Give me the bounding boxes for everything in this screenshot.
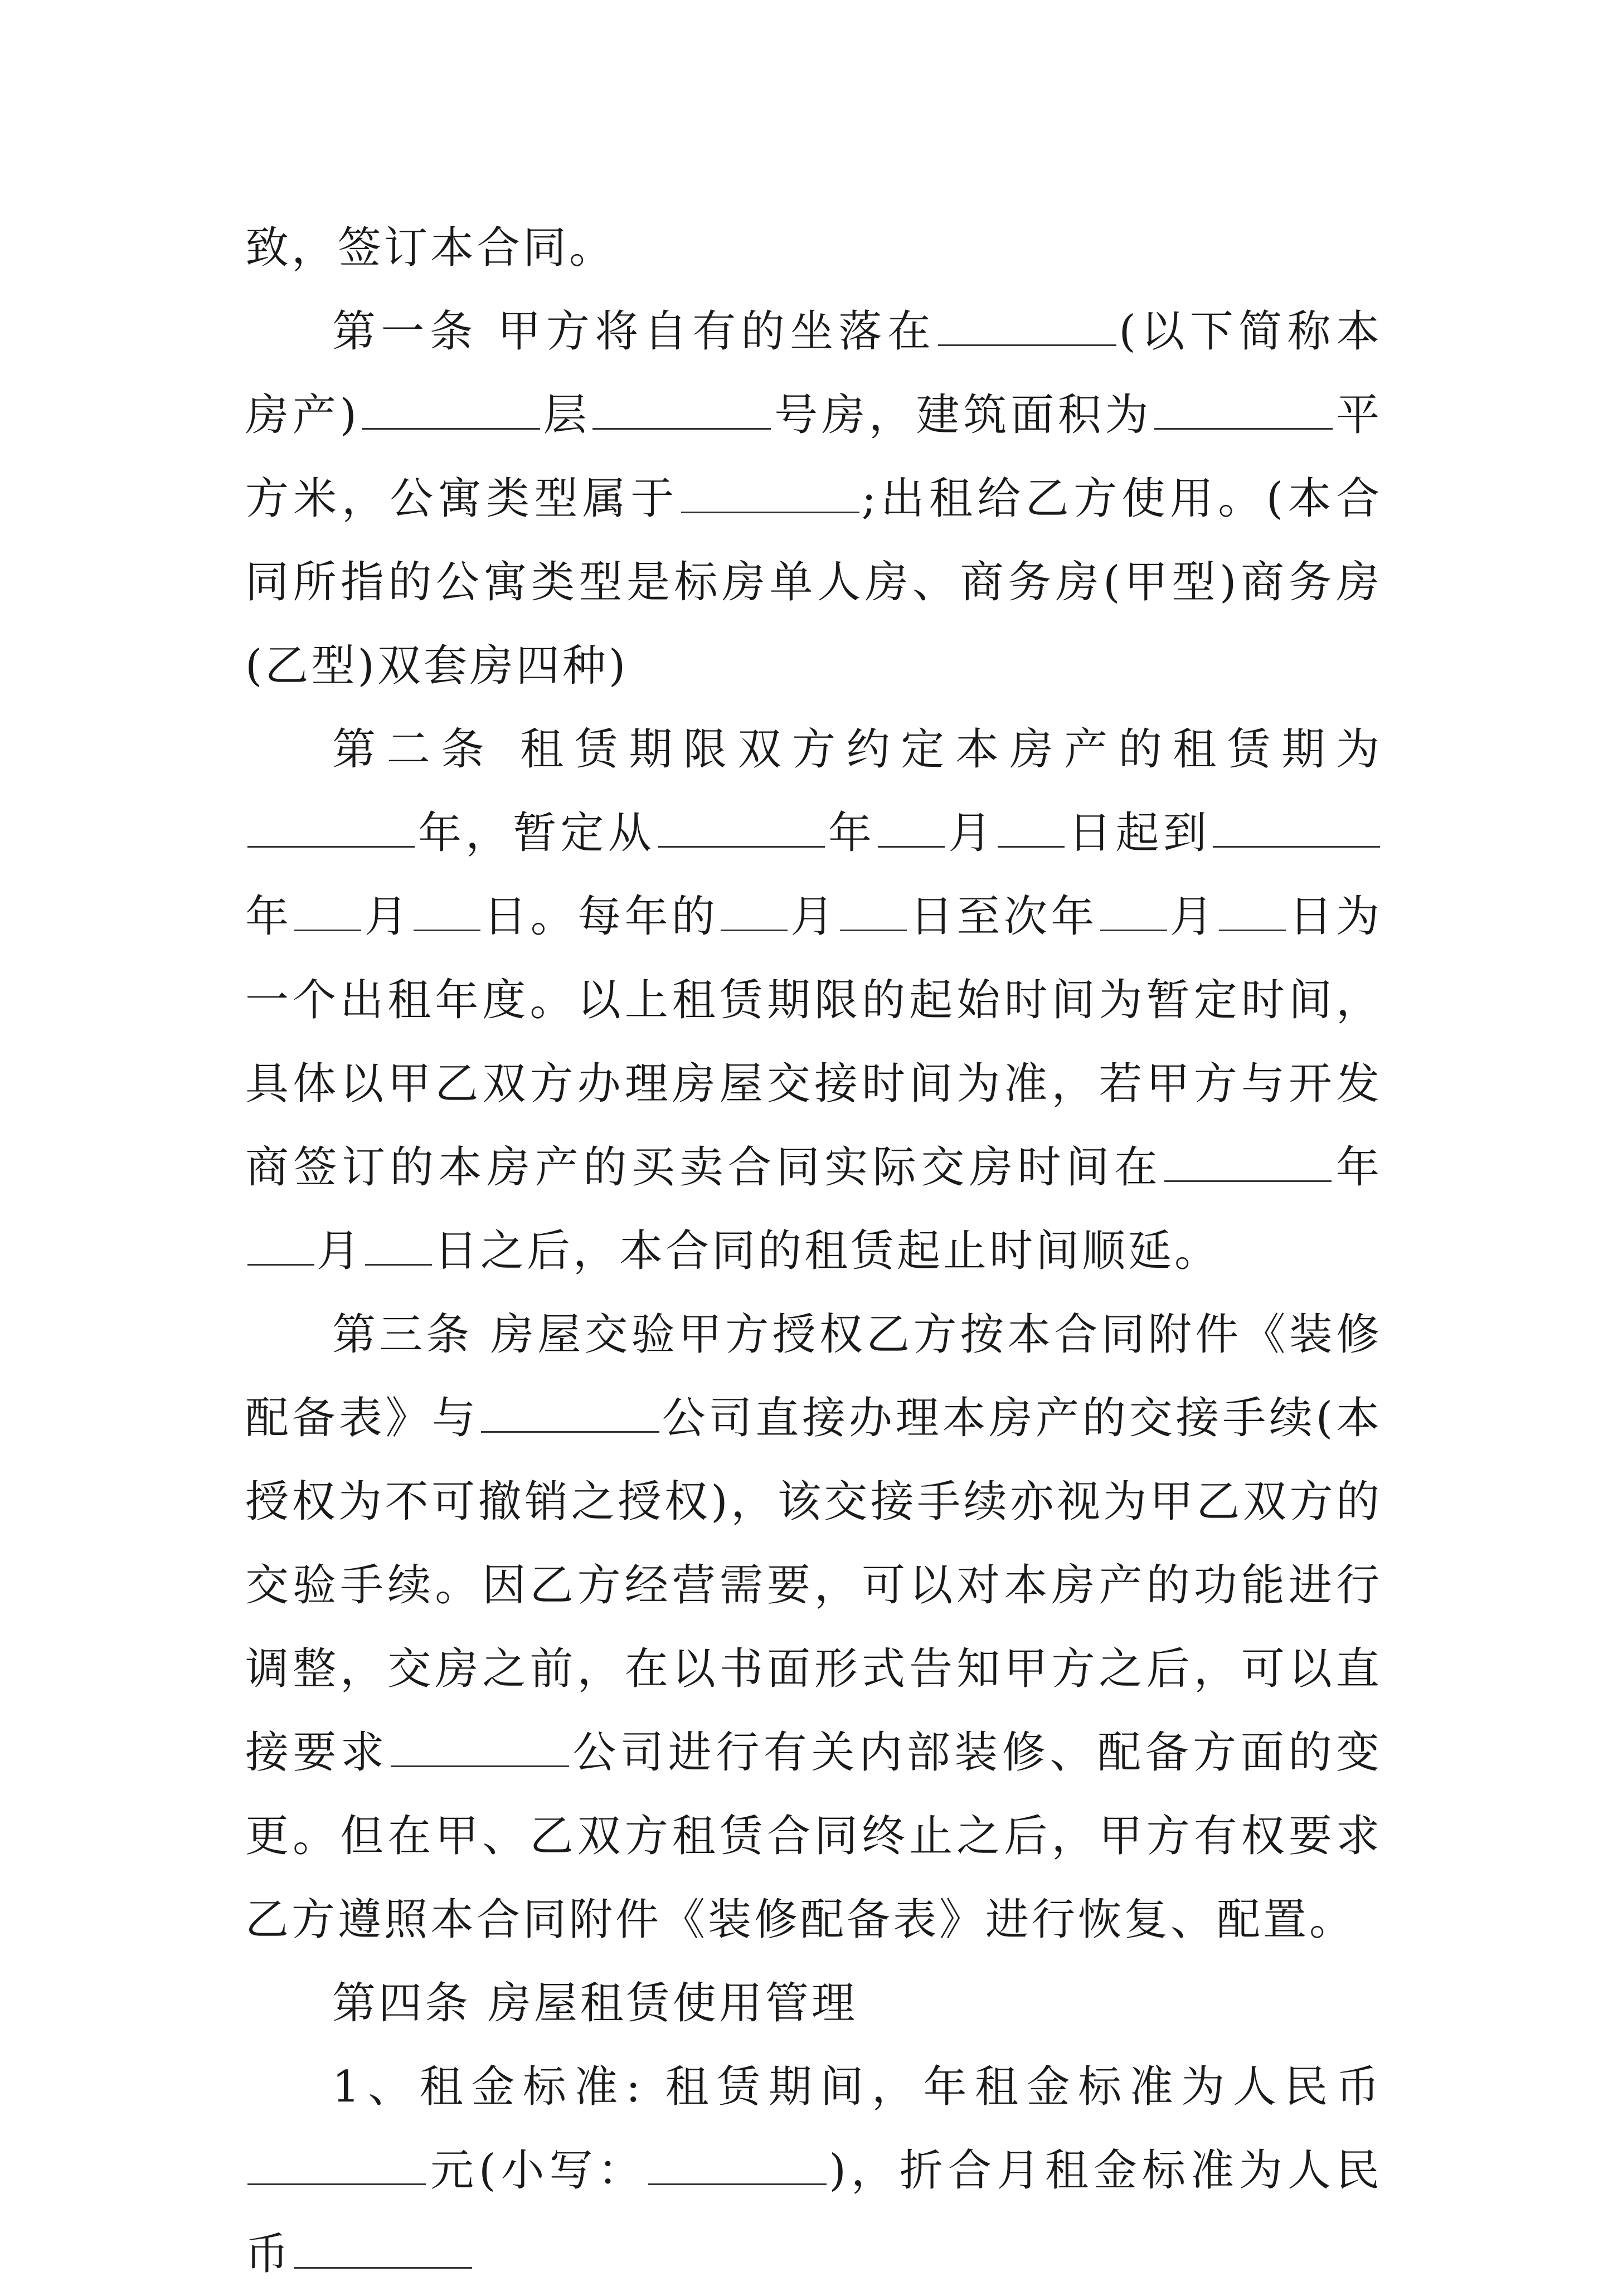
blank-annual-rent-digits[interactable]	[648, 2149, 827, 2185]
blank-company-2[interactable]	[391, 1731, 569, 1767]
item-1-rent	[245, 2045, 1382, 2296]
article-2-text: 月	[1169, 892, 1217, 942]
article-2-text: 日。每年的	[483, 892, 719, 942]
blank-company-1[interactable]	[481, 1397, 659, 1433]
article-4-heading: 第四条 房屋租赁使用管理	[332, 1978, 858, 2029]
article-2-text: 日为一个出租年度。以上租赁期限的起始时间为暂定时间，具体以甲乙双方办理房屋交接时间为准，若甲方与开发商签订的本房产的买卖合同实际交房时间在	[245, 892, 1382, 1193]
blank-handover-month[interactable]	[247, 1229, 314, 1266]
article-2-text: 月	[790, 892, 838, 942]
blank-end-day[interactable]	[414, 895, 480, 931]
item-1-text: )，折合月租金标准为人民币	[245, 2146, 1382, 2279]
paragraph-opening	[245, 206, 1382, 290]
blank-location[interactable]	[938, 310, 1116, 346]
article-3-text: 第三条 房屋交验甲方授权乙方按本合同附件《装修配备表》与	[245, 1310, 1382, 1443]
item-1-text: 元(小写：	[428, 2146, 647, 2196]
item-1-text: 1、租金标准: 租赁期间，年租金标准为人民币	[332, 2062, 1382, 2112]
article-2-text: 日起到	[1067, 808, 1211, 858]
blank-room-number[interactable]	[592, 393, 771, 430]
blank-start-year[interactable]	[658, 811, 825, 848]
article-1-text: (以下简称本房产)	[245, 307, 1382, 440]
opening-text: 致，签订本合同。	[245, 223, 616, 273]
article-2	[245, 708, 1382, 1293]
article-2-text: 月	[947, 808, 996, 858]
article-1-text: 第一条 甲方将自有的坐落在	[332, 307, 936, 357]
article-3-text: 公司直接办理本房产的交接手续(本授权为不可撤销之授权)，该交接手续亦视为甲乙双方的交验手续。因乙方经营需要，可以对本房产的功能进行调整，交房之前，在以书面形式告知甲方之后，可以直接要求	[245, 1393, 1382, 1778]
article-2-text: 年	[827, 808, 876, 858]
blank-yearly-end-month[interactable]	[1100, 895, 1167, 931]
blank-annual-rent[interactable]	[247, 2149, 426, 2185]
article-1	[245, 290, 1382, 708]
blank-handover-year[interactable]	[1164, 1146, 1332, 1182]
article-2-text: 年，暂定从	[417, 808, 655, 858]
article-3-text: 公司进行有关内部装修、配备方面的变更。但在甲、乙双方租赁合同终止之后，甲方有权要求乙方遵照本合同附件《装修配备表》进行恢复、配置。	[245, 1728, 1382, 1945]
article-2-text: 第二条 租赁期限双方约定本房产的租赁期为	[332, 724, 1382, 775]
blank-handover-day[interactable]	[365, 1229, 432, 1266]
article-1-text: ;出租给乙方使用。(本合同所指的公寓类型是标房单人房、商务房(甲型)商务房(乙型)双套房四种)	[245, 474, 1382, 691]
blank-apartment-type[interactable]	[681, 477, 859, 513]
article-4-title	[245, 1962, 1382, 2045]
article-2-text: 日至次年	[908, 892, 1098, 942]
blank-yearly-start-day[interactable]	[840, 895, 907, 931]
blank-start-month[interactable]	[878, 811, 945, 848]
blank-end-year[interactable]	[1213, 811, 1380, 848]
blank-yearly-end-day[interactable]	[1219, 895, 1286, 931]
article-1-text: 平方米，公寓类型属于	[245, 390, 1382, 524]
blank-start-day[interactable]	[998, 811, 1065, 848]
article-2-text: 月	[363, 892, 412, 942]
contract-body	[245, 206, 1382, 2296]
blank-floor[interactable]	[362, 393, 540, 430]
blank-area[interactable]	[1154, 393, 1333, 430]
article-2-text: 日之后，本合同的租赁起止时间顺延。	[434, 1226, 1221, 1276]
blank-end-month[interactable]	[294, 895, 361, 931]
blank-monthly-rent[interactable]	[294, 2232, 472, 2269]
article-1-text: 号房，建筑面积为	[773, 390, 1153, 440]
article-2-text: 月	[317, 1226, 363, 1276]
blank-lease-years[interactable]	[247, 811, 415, 848]
article-2-text: 年	[1334, 1142, 1382, 1193]
article-3	[245, 1293, 1382, 1962]
blank-yearly-start-month[interactable]	[721, 895, 788, 931]
article-2-text: 年	[245, 892, 293, 942]
article-1-text: 层	[542, 390, 591, 440]
